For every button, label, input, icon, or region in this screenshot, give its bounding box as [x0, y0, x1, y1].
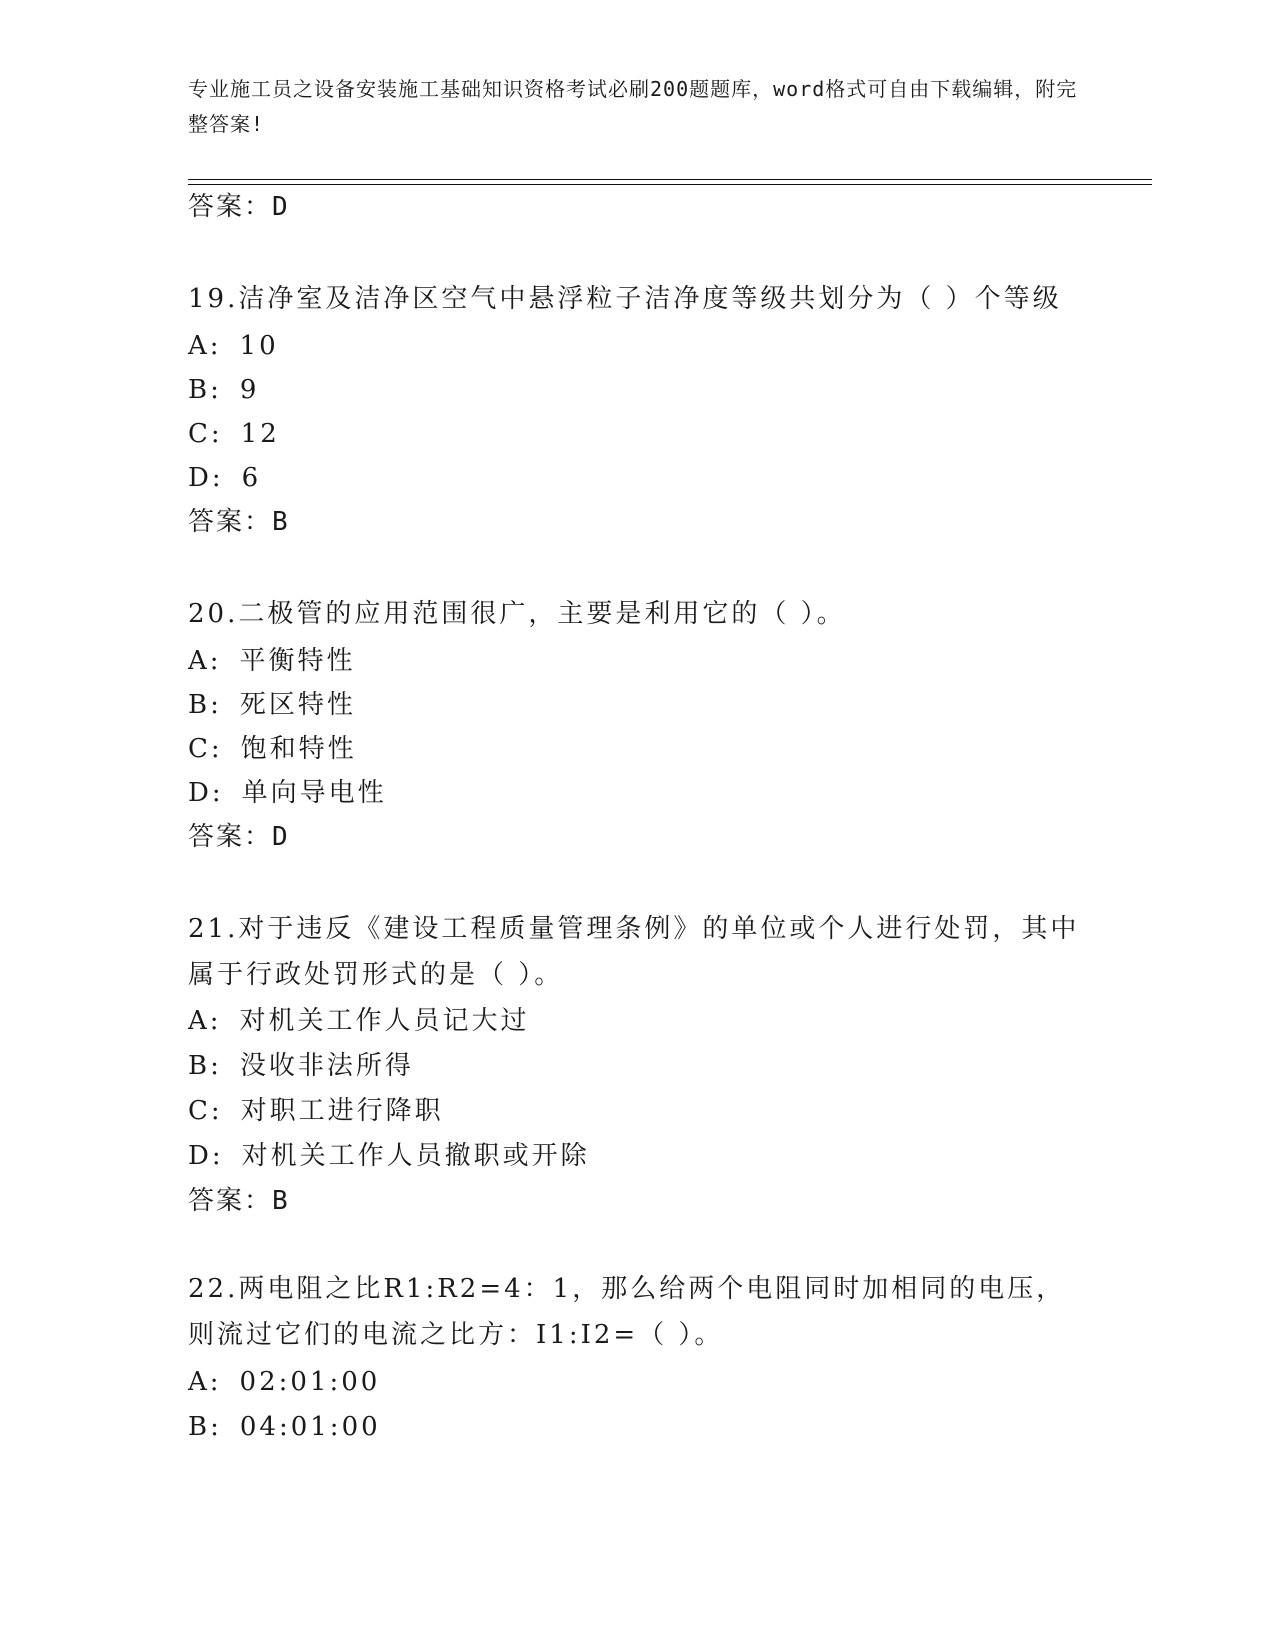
- option-text: 6: [241, 463, 262, 493]
- question-21-option-d: [188, 1139, 590, 1173]
- answer-label: 答案：: [188, 507, 273, 537]
- option-text: 饱和特性: [240, 734, 357, 764]
- option-letter: A:: [188, 1006, 222, 1036]
- option-text: 04:01:00: [239, 1412, 381, 1442]
- option-letter: D:: [188, 778, 224, 808]
- answer-value: D: [272, 822, 290, 852]
- answer-value: B: [272, 507, 290, 537]
- question-19-option-b: [188, 373, 259, 407]
- option-text: 对机关工作人员记大过: [239, 1006, 530, 1036]
- question-19-option-c: [188, 417, 280, 451]
- header-divider-line: [188, 179, 1152, 180]
- question-20-option-b: [188, 688, 356, 722]
- question-21-option-b: [188, 1049, 414, 1083]
- answer-label: 答案：: [188, 192, 273, 222]
- option-text: 对机关工作人员撤职或开除: [241, 1141, 590, 1171]
- question-21-answer: [188, 1184, 290, 1218]
- question-22-option-b: [188, 1410, 381, 1444]
- option-letter: D:: [188, 463, 224, 493]
- question-19-answer: [188, 505, 290, 539]
- option-text: 12: [240, 419, 280, 449]
- option-text: 单向导电性: [241, 778, 387, 808]
- answer-value: B: [272, 1186, 290, 1216]
- question-21-option-c: [188, 1094, 444, 1128]
- question-21-option-a: [188, 1004, 530, 1038]
- option-letter: A:: [188, 331, 222, 361]
- option-letter: B:: [188, 1412, 222, 1442]
- option-letter: B:: [188, 690, 222, 720]
- question-19-option-d: [188, 461, 261, 495]
- option-text: 9: [239, 375, 260, 405]
- question-19-text: 19.洁净室及洁净区空气中悬浮粒子洁净度等级共划分为（ ）个等级: [188, 284, 1062, 314]
- answer-label: 答案：: [188, 822, 273, 852]
- question-20-answer: [188, 820, 290, 854]
- option-text: 02:01:00: [239, 1367, 381, 1397]
- option-letter: C:: [188, 419, 223, 449]
- question-21-text: 21.对于违反《建设工程质量管理条例》的单位或个人进行处罚，其中属于行政处罚形式的是（ ）。: [188, 914, 1080, 990]
- answer-value: D: [272, 192, 290, 222]
- question-22-option-a: [188, 1365, 380, 1399]
- question-20-option-d: [188, 776, 387, 810]
- option-text: 10: [239, 331, 279, 361]
- question-22-text: 22.两电阻之比R1:R2=4：1，那么给两个电阻同时加相同的电压，则流过它们的电流之比方：I1:I2=（ ）。: [188, 1274, 1066, 1350]
- option-letter: C:: [188, 734, 223, 764]
- option-letter: B:: [188, 375, 222, 405]
- option-letter: D:: [188, 1141, 224, 1171]
- option-text: 平衡特性: [239, 646, 356, 676]
- option-letter: A:: [188, 646, 222, 676]
- answer-line: [188, 190, 290, 224]
- option-text: 死区特性: [239, 690, 356, 720]
- question-20-text: 20.二极管的应用范围很广，主要是利用它的（ ）。: [188, 599, 846, 629]
- question-19-option-a: [188, 329, 279, 363]
- option-text: 对职工进行降职: [240, 1096, 444, 1126]
- option-text: 没收非法所得: [239, 1051, 414, 1081]
- option-letter: C:: [188, 1096, 223, 1126]
- document-header: 专业施工员之设备安装施工基础知识资格考试必刷200题题库，word格式可自由下载编辑，附完整答案!: [188, 77, 1078, 136]
- option-letter: B:: [188, 1051, 222, 1081]
- question-20-option-a: [188, 644, 356, 678]
- answer-label: 答案：: [188, 1186, 273, 1216]
- question-20-option-c: [188, 732, 357, 766]
- header-divider-line-2: [188, 184, 1152, 185]
- option-letter: A:: [188, 1367, 222, 1397]
